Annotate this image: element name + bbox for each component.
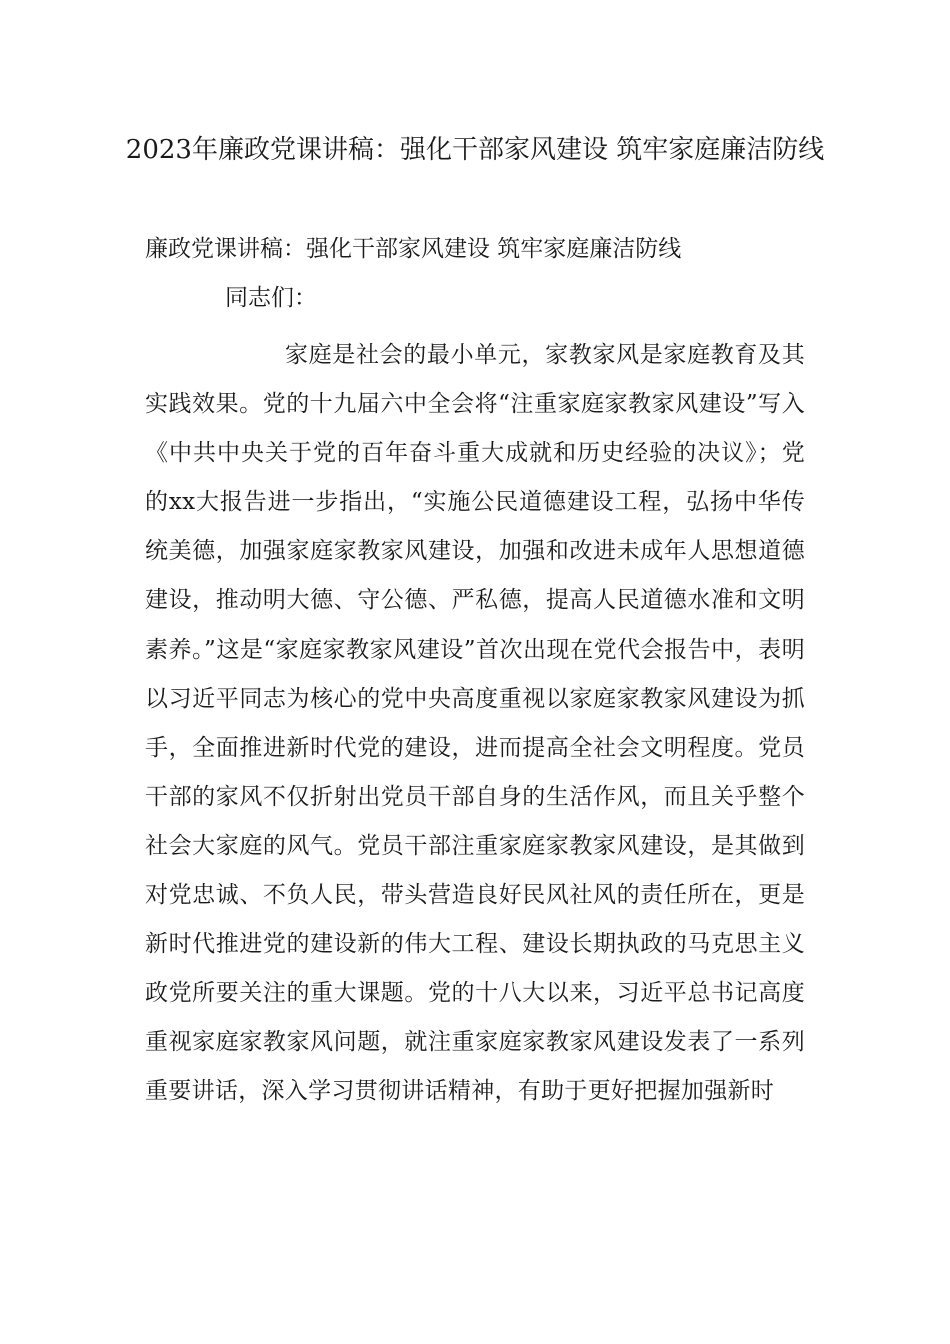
body-paragraph: 家庭是社会的最小单元，家教家风是家庭教育及其实践效果。党的十九届六中全会将“注重家庭家教家风建设”写入《中共中央关于党的百年奋斗重大成就和历史经验的决议》；党的xx大报告进一步指出，“实施公民道德建设工程，弘扬中华传统美德，加强家庭家教家风建设，加强和改进未成年人思想道德建设，推动明大德、守公德、严私德，提高人民道德水准和文明素养。”这是“家庭家教家风建设”首次出现在党代会报告中，表明以习近平同志为核心的党中央高度重视以家庭家教家风建设为抓手，全面推进新时代党的建设，进而提高全社会文明程度。党员干部的家风不仅折射出党员干部自身的生活作风，而且关乎整个社会大家庭的风气。党员干部注重家庭家教家风建设，是其做到对党忠诚、不负人民，带头营造良好民风社风的责任所在，更是新时代推进党的建设新的伟大工程、建设长期执政的马克思主义政党所要关注的重大课题。党的十八大以来，习近平总书记高度重视家庭家教家风问题，就注重家庭家教家风建设发表了一系列重要讲话，深入学习贯彻讲话精神，有助于更好把握加强新时 — [145, 342, 805, 1105]
greeting: 同志们： — [225, 285, 317, 311]
document-title: 2023年廉政党课讲稿：强化干部家风建设 筑牢家庭廉洁防线 — [125, 135, 825, 165]
document-subtitle: 廉政党课讲稿：强化干部家风建设 筑牢家庭廉洁防线 — [145, 236, 682, 262]
